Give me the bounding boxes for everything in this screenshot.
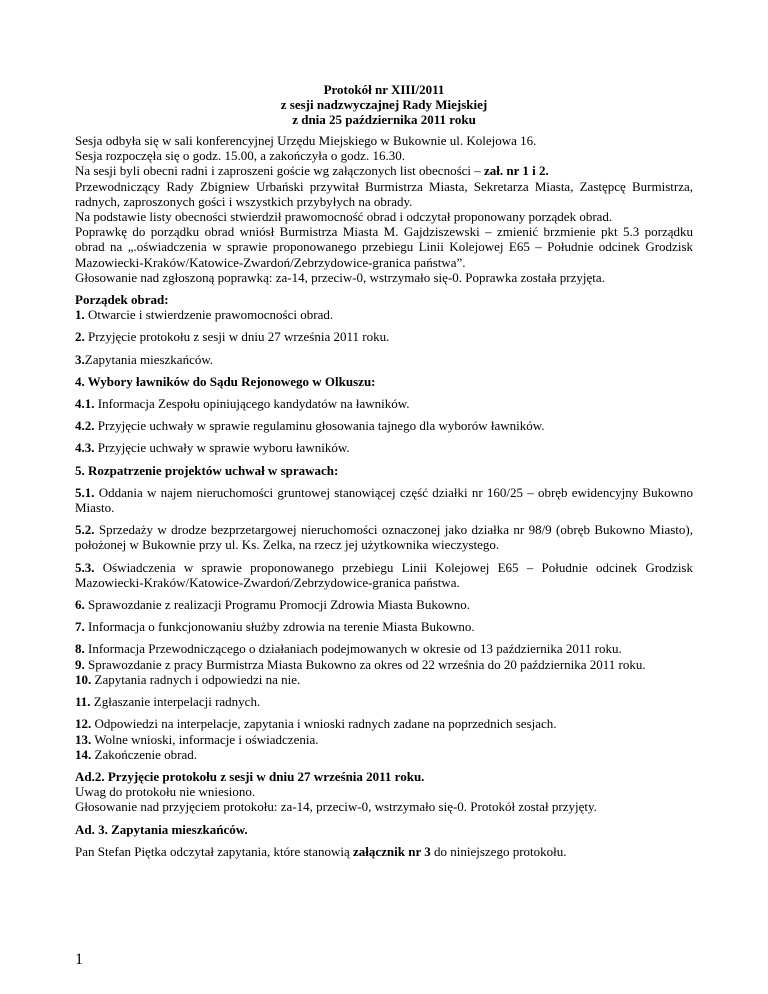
intro-vote: Głosowanie nad zgłoszoną poprawką: za-14, przeciw-0, wstrzymało się-0. Poprawka została przyjęta. [75,269,605,285]
agenda-item: 10. Zapytania radnych i odpowiedzi na nie. [75,671,301,687]
ad3-text: Pan Stefan Piętka odczytał zapytania, które stanowią załącznik nr 3 do niniejszego protokołu. [75,843,567,859]
agenda-item: 9. Sprawozdanie z pracy Burmistrza Miasta Bukowno za okres od 22 września do 20 października 2011 roku. [75,656,646,672]
agenda-item: 7. Informacja o funkcjonowaniu służby zdrowia na terenie Miasta Bukowno. [75,619,475,635]
doc-title-line2: z sesji nadzwyczajnej Rady Miejskiej [280,97,488,112]
ad2-section [75,769,693,815]
agenda-item: 5. Rozpatrzenie projektów uchwał w sprawach: [75,462,339,478]
agenda-item: 8. Informacja Przewodniczącego o działaniach podejmowanych w okresie od 13 października 2011 roku. [75,641,622,657]
ad3-heading: Ad. 3. Zapytania mieszkańców. [75,821,248,837]
agenda-item: 1. Otwarcie i stwierdzenie prawomocności obrad. [75,307,334,323]
agenda-item: 11. Zgłaszanie interpelacji radnych. [75,694,261,710]
intro-attendance: Na sesji byli obecni radni i zaproszeni goście wg załączonych list obecności – zał. nr 1 i 2. [75,163,549,179]
intro-amendment: Poprawkę do porządku obrad wniósł Burmistrza Miasta M. Gajdziszewski – zmienić brzmienie pkt 5.3 porządku obrad na „.oświadczenia w sprawie proponowanego przebiegu Linii Kolejowej E65 – Południe odcinek Grodzisk Mazowiecki-Kraków/Katowice-Zwardoń/Zebrzydowice-granica państwa”. [75,224,693,270]
intro-time: Sesja rozpoczęła się o godz. 15.00, a zakończyła o godz. 16.30. [75,148,405,164]
ad2-vote: Głosowanie nad przyjęciem protokołu: za-14, przeciw-0, wstrzymało się-0. Protokół został przyjęty. [75,799,597,815]
doc-title-line3: z dnia 25 października 2011 roku [292,112,476,127]
intro-location: Sesja odbyła się w sali konferencyjnej Urzędu Miejskiego w Bukownie ul. Kolejowa 16. [75,133,537,148]
ad2-heading: Ad.2. Przyjęcie protokołu z sesji w dniu 27 września 2011 roku. [75,768,425,784]
doc-title-line1: Protokół nr XIII/2011 [323,82,445,97]
agenda-heading: Porządek obrad: [75,292,169,308]
agenda-item: 5.2. Sprzedaży w drodze bezprzetargowej nieruchomości oznaczonej jako działka nr 98/9 (obręb Bukowno Miasto), położonej w Bukownie przy ul. Ks. Zelka, na rzecz jej użytkownika wieczystego. [75,522,693,553]
agenda-item: 4.2. Przyjęcie uchwały w sprawie regulaminu głosowania tajnego dla wyborów ławników. [75,418,545,434]
ad2-remarks: Uwag do protokołu nie wniesiono. [75,784,256,800]
agenda-item: 4. Wybory ławników do Sądu Rejonowego w Olkuszu: [75,373,376,389]
agenda-item: 4.3. Przyjęcie uchwały w sprawie wyboru ławników. [75,440,350,456]
agenda-section [75,292,693,762]
agenda-item: 2. Przyjęcie protokołu z sesji w dniu 27 września 2011 roku. [75,329,390,345]
intro-welcome: Przewodniczący Rady Zbigniew Urbański przywitał Burmistrza Miasta, Sekretarza Miasta, Zastępcę Burmistrza, radnych, zaproszonych gości i wszystkich przybyłych na obrady. [75,178,693,209]
agenda-item: 13. Wolne wnioski, informacje i oświadczenia. [75,731,319,747]
agenda-item: 5.1. Oddania w najem nieruchomości gruntowej stanowiącej część działki nr 160/25 – obręb ewidencyjny Bukowno Miasto. [75,484,693,516]
agenda-item: 14. Zakończenie obrad. [75,746,198,762]
agenda-item: 6. Sprawozdanie z realizacji Programu Promocji Zdrowia Miasta Bukowno. [75,597,470,613]
intro-quorum: Na podstawie listy obecności stwierdził prawomocność obrad i odczytał proponowany porządek obrad. [75,209,613,225]
agenda-item: 4.1. Informacja Zespołu opiniującego kandydatów na ławników. [75,396,410,412]
intro-section [75,133,693,285]
agenda-item: 3.Zapytania mieszkańców. [75,351,214,367]
page-number: 1 [75,951,83,968]
ad3-section [75,822,693,859]
agenda-item: 12. Odpowiedzi na interpelacje, zapytania i wnioski radnych zadane na poprzednich sesjach. [75,716,557,732]
document-page [75,82,693,859]
agenda-item: 5.3. Oświadczenia w sprawie proponowanego przebiegu Linii Kolejowej E65 – Południe odcinek Grodzisk Mazowiecki-Kraków/Katowice-Zwardoń/Zebrzydowice-granica państwa. [75,559,693,590]
